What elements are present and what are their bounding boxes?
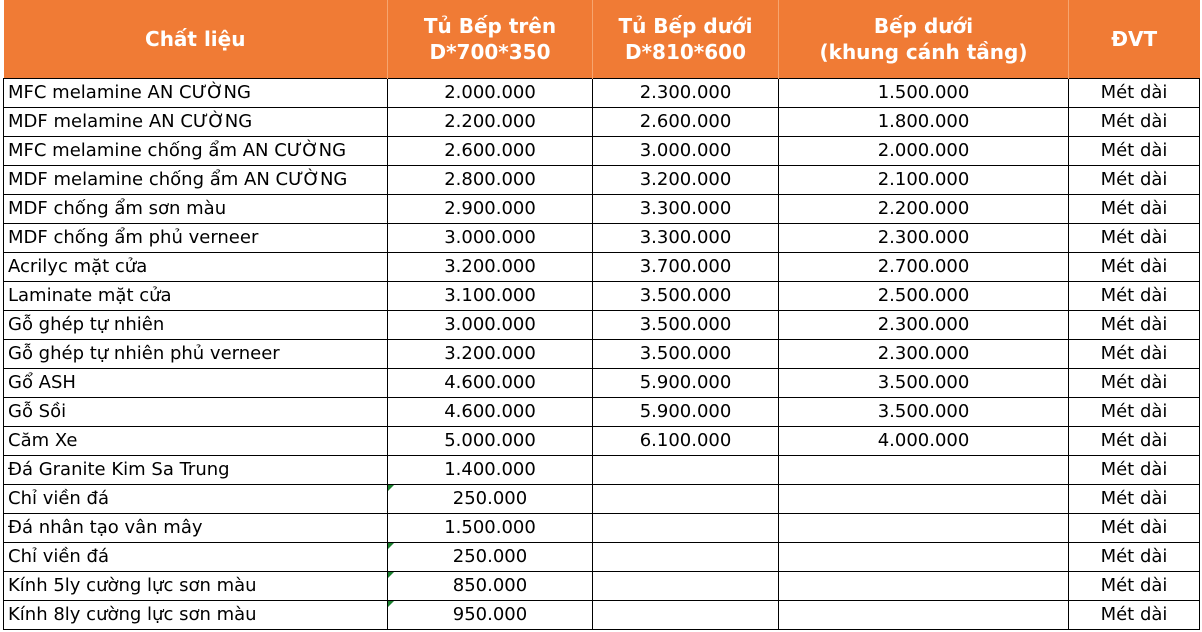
cell-upper-price: 5.000.000 bbox=[388, 427, 593, 456]
cell-material: Acrilyc mặt cửa bbox=[4, 253, 388, 282]
table-row bbox=[4, 456, 1200, 485]
cell-base-price: 2.500.000 bbox=[779, 282, 1069, 311]
cell-material: Chỉ viền đá bbox=[4, 543, 388, 572]
cell-material: Kính 5ly cường lực sơn màu bbox=[4, 572, 388, 601]
cell-material: Laminate mặt cửa bbox=[4, 282, 388, 311]
table-row bbox=[4, 572, 1200, 601]
table-row bbox=[4, 398, 1200, 427]
cell-unit: Mét dài bbox=[1069, 108, 1200, 137]
table-row bbox=[4, 369, 1200, 398]
table-row bbox=[4, 224, 1200, 253]
table-row bbox=[4, 514, 1200, 543]
cell-lower-price bbox=[593, 514, 779, 543]
cell-base-price: 4.000.000 bbox=[779, 427, 1069, 456]
cell-lower-price: 3.700.000 bbox=[593, 253, 779, 282]
cell-material: Gỗ Sồi bbox=[4, 398, 388, 427]
cell-material: MDF chống ẩm sơn màu bbox=[4, 195, 388, 224]
cell-unit: Mét dài bbox=[1069, 224, 1200, 253]
table-body bbox=[4, 79, 1200, 630]
cell-base-price bbox=[779, 543, 1069, 572]
table-row bbox=[4, 195, 1200, 224]
cell-base-price: 3.500.000 bbox=[779, 398, 1069, 427]
cell-lower-price bbox=[593, 543, 779, 572]
cell-unit: Mét dài bbox=[1069, 485, 1200, 514]
cell-unit: Mét dài bbox=[1069, 137, 1200, 166]
cell-material: Gỗ ghép tự nhiên bbox=[4, 311, 388, 340]
cell-lower-price bbox=[593, 485, 779, 514]
cell-upper-price: 3.200.000 bbox=[388, 253, 593, 282]
cell-base-price bbox=[779, 514, 1069, 543]
table-row bbox=[4, 253, 1200, 282]
table-row bbox=[4, 137, 1200, 166]
header-upper-cabinet: Tủ Bếp trên D*700*350 bbox=[388, 0, 593, 79]
cell-unit: Mét dài bbox=[1069, 572, 1200, 601]
cell-lower-price: 6.100.000 bbox=[593, 427, 779, 456]
table-row bbox=[4, 79, 1200, 108]
cell-material: MDF chống ẩm phủ verneer bbox=[4, 224, 388, 253]
cell-lower-price: 3.000.000 bbox=[593, 137, 779, 166]
cell-base-price bbox=[779, 572, 1069, 601]
cell-unit: Mét dài bbox=[1069, 79, 1200, 108]
cell-material: Gổ ASH bbox=[4, 369, 388, 398]
price-table bbox=[3, 0, 1200, 630]
cell-material: Chỉ viền đá bbox=[4, 485, 388, 514]
cell-material: MDF melamine AN CƯỜNG bbox=[4, 108, 388, 137]
cell-base-price bbox=[779, 601, 1069, 630]
cell-lower-price: 2.600.000 bbox=[593, 108, 779, 137]
cell-lower-price: 3.300.000 bbox=[593, 195, 779, 224]
cell-upper-price: 2.900.000 bbox=[388, 195, 593, 224]
table-row bbox=[4, 485, 1200, 514]
cell-upper-price: 250.000 bbox=[388, 543, 593, 572]
cell-material: Đá Granite Kim Sa Trung bbox=[4, 456, 388, 485]
cell-upper-price: 4.600.000 bbox=[388, 398, 593, 427]
table-row bbox=[4, 601, 1200, 630]
cell-lower-price: 3.200.000 bbox=[593, 166, 779, 195]
cell-upper-price: 1.400.000 bbox=[388, 456, 593, 485]
cell-base-price: 2.000.000 bbox=[779, 137, 1069, 166]
cell-unit: Mét dài bbox=[1069, 456, 1200, 485]
cell-material: MFC melamine chống ẩm AN CƯỜNG bbox=[4, 137, 388, 166]
cell-upper-price: 2.000.000 bbox=[388, 79, 593, 108]
header-base: Bếp dưới (khung cánh tầng) bbox=[779, 0, 1069, 79]
cell-unit: Mét dài bbox=[1069, 514, 1200, 543]
cell-unit: Mét dài bbox=[1069, 282, 1200, 311]
cell-base-price: 2.200.000 bbox=[779, 195, 1069, 224]
cell-unit: Mét dài bbox=[1069, 398, 1200, 427]
cell-material: MFC melamine AN CƯỜNG bbox=[4, 79, 388, 108]
table-row bbox=[4, 311, 1200, 340]
cell-base-price: 2.300.000 bbox=[779, 340, 1069, 369]
cell-unit: Mét dài bbox=[1069, 369, 1200, 398]
cell-base-price bbox=[779, 456, 1069, 485]
cell-lower-price: 3.300.000 bbox=[593, 224, 779, 253]
cell-base-price bbox=[779, 485, 1069, 514]
cell-material: Căm Xe bbox=[4, 427, 388, 456]
header-row bbox=[4, 0, 1200, 79]
header-material: Chất liệu bbox=[4, 0, 388, 79]
cell-base-price: 2.300.000 bbox=[779, 224, 1069, 253]
table-row bbox=[4, 108, 1200, 137]
cell-lower-price: 3.500.000 bbox=[593, 282, 779, 311]
table-row bbox=[4, 340, 1200, 369]
cell-unit: Mét dài bbox=[1069, 253, 1200, 282]
header-unit: ĐVT bbox=[1069, 0, 1200, 79]
cell-base-price: 1.800.000 bbox=[779, 108, 1069, 137]
cell-base-price: 3.500.000 bbox=[779, 369, 1069, 398]
cell-material: MDF melamine chống ẩm AN CƯỜNG bbox=[4, 166, 388, 195]
cell-upper-price: 4.600.000 bbox=[388, 369, 593, 398]
cell-lower-price: 2.300.000 bbox=[593, 79, 779, 108]
cell-upper-price: 3.100.000 bbox=[388, 282, 593, 311]
cell-lower-price: 5.900.000 bbox=[593, 369, 779, 398]
cell-upper-price: 2.600.000 bbox=[388, 137, 593, 166]
cell-base-price: 2.300.000 bbox=[779, 311, 1069, 340]
cell-upper-price: 950.000 bbox=[388, 601, 593, 630]
cell-base-price: 2.700.000 bbox=[779, 253, 1069, 282]
cell-unit: Mét dài bbox=[1069, 427, 1200, 456]
table-row bbox=[4, 166, 1200, 195]
cell-lower-price: 3.500.000 bbox=[593, 340, 779, 369]
table-row bbox=[4, 282, 1200, 311]
cell-lower-price: 5.900.000 bbox=[593, 398, 779, 427]
header-lower-cabinet: Tủ Bếp dưới D*810*600 bbox=[593, 0, 779, 79]
cell-unit: Mét dài bbox=[1069, 601, 1200, 630]
cell-upper-price: 1.500.000 bbox=[388, 514, 593, 543]
cell-unit: Mét dài bbox=[1069, 166, 1200, 195]
cell-lower-price bbox=[593, 572, 779, 601]
table-row bbox=[4, 543, 1200, 572]
cell-base-price: 2.100.000 bbox=[779, 166, 1069, 195]
cell-upper-price: 3.000.000 bbox=[388, 311, 593, 340]
cell-material: Gỗ ghép tự nhiên phủ verneer bbox=[4, 340, 388, 369]
cell-lower-price bbox=[593, 601, 779, 630]
table-row bbox=[4, 427, 1200, 456]
cell-upper-price: 850.000 bbox=[388, 572, 593, 601]
cell-unit: Mét dài bbox=[1069, 195, 1200, 224]
cell-unit: Mét dài bbox=[1069, 340, 1200, 369]
cell-upper-price: 2.800.000 bbox=[388, 166, 593, 195]
cell-unit: Mét dài bbox=[1069, 311, 1200, 340]
cell-base-price: 1.500.000 bbox=[779, 79, 1069, 108]
cell-unit: Mét dài bbox=[1069, 543, 1200, 572]
cell-material: Đá nhân tạo vân mây bbox=[4, 514, 388, 543]
cell-lower-price bbox=[593, 456, 779, 485]
cell-upper-price: 3.200.000 bbox=[388, 340, 593, 369]
cell-upper-price: 3.000.000 bbox=[388, 224, 593, 253]
cell-upper-price: 250.000 bbox=[388, 485, 593, 514]
cell-upper-price: 2.200.000 bbox=[388, 108, 593, 137]
cell-lower-price: 3.500.000 bbox=[593, 311, 779, 340]
cell-material: Kính 8ly cường lực sơn màu bbox=[4, 601, 388, 630]
